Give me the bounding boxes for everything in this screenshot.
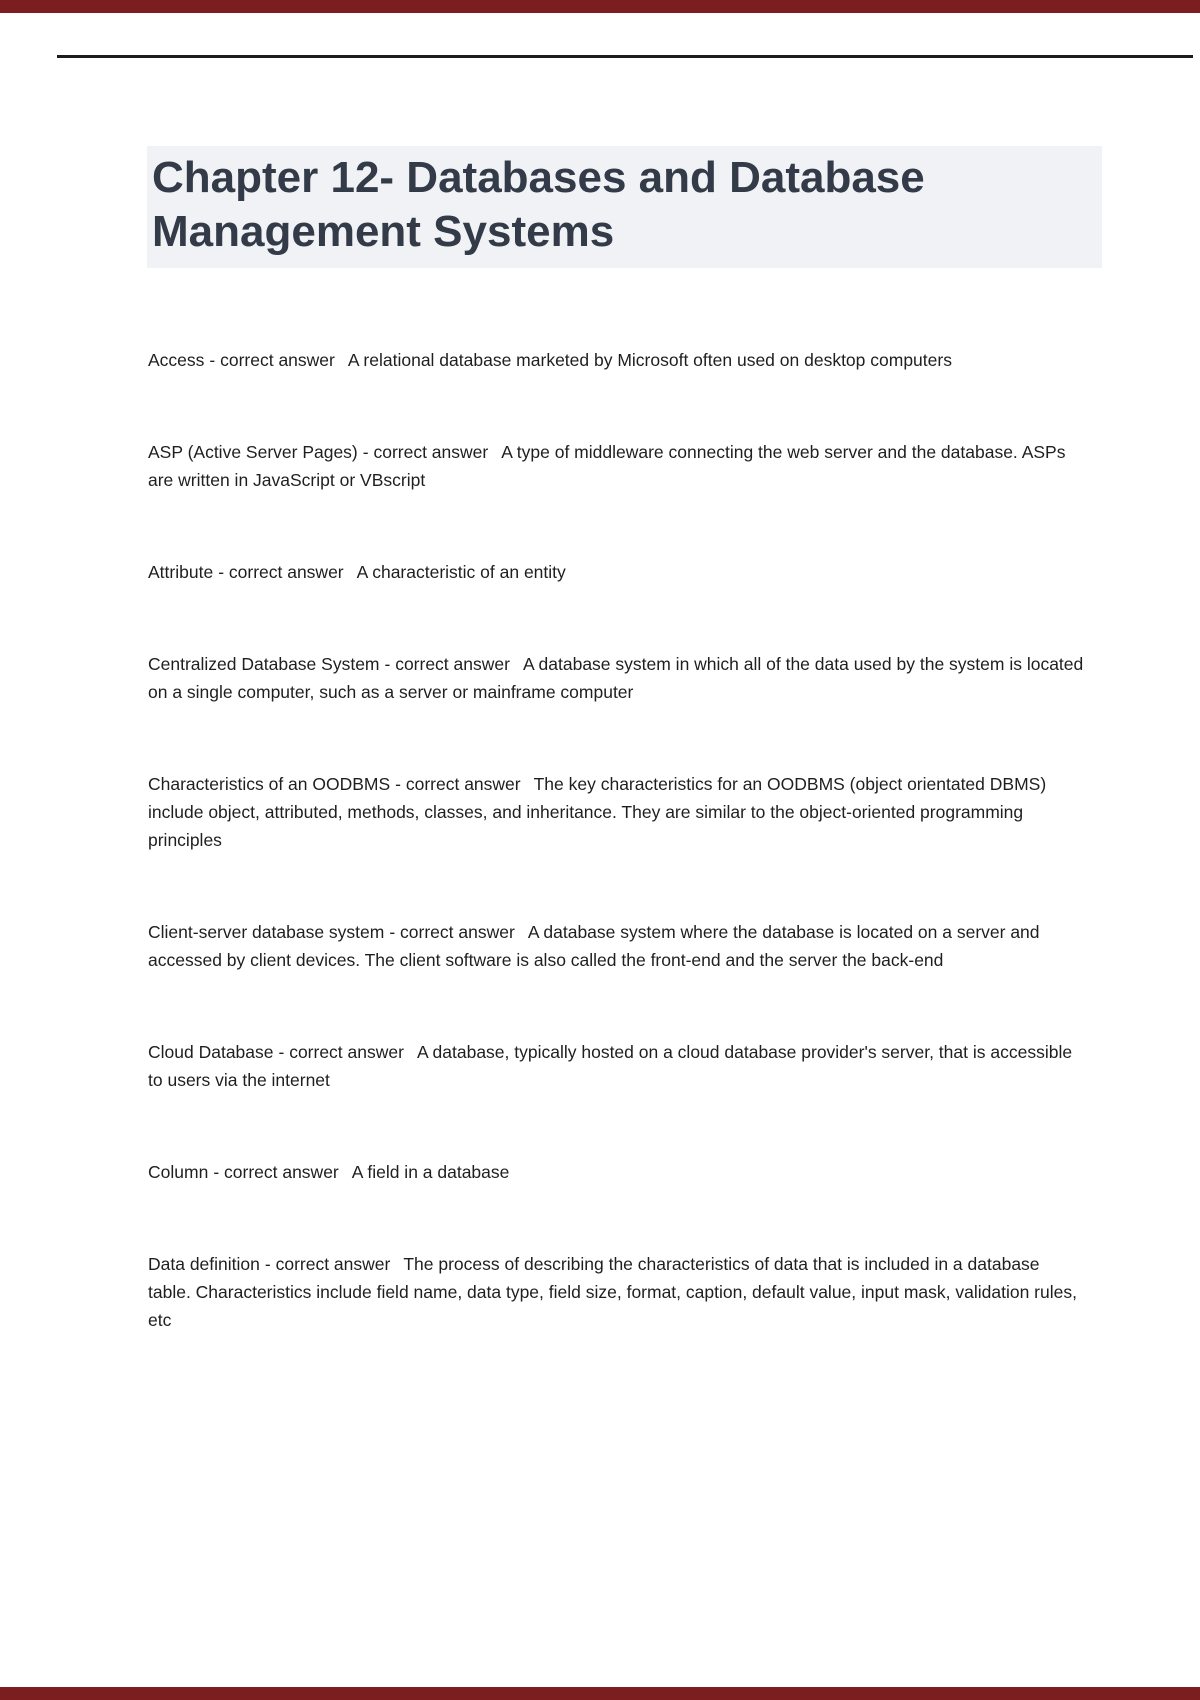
page-title: Chapter 12- Databases and Database Management Systems [152, 153, 925, 256]
definition-text: A type of middleware connecting the web server and the database. ASPs are written in JavaScript or VBscript [148, 442, 1066, 490]
separator-text: - correct answer [389, 922, 515, 942]
definition-text: A field in a database [351, 1162, 510, 1182]
term-text: Client-server database system [148, 922, 385, 942]
qa-item [148, 346, 1084, 374]
term-text: Characteristics of an OODBMS [148, 774, 391, 794]
term-text: Column [148, 1162, 209, 1182]
title-block [147, 146, 1102, 268]
separator-text: - correct answer [278, 1042, 404, 1062]
separator-text: - correct answer [362, 442, 489, 462]
qa-item [148, 1038, 1084, 1094]
term-text: Attribute [148, 562, 214, 582]
qa-item [148, 1158, 1084, 1186]
separator-text: - correct answer [213, 1162, 339, 1182]
separator-text: - correct answer [209, 350, 335, 370]
preview-frame-bar-top [0, 0, 1200, 13]
definition-text: A characteristic of an entity [356, 562, 566, 582]
preview-frame-bar-bottom [0, 1687, 1200, 1700]
definition-text: A relational database marketed by Microsoft often used on desktop computers [347, 350, 952, 370]
definition-text: The key characteristics for an OODBMS (object orientated DBMS) include object, attributed, methods, classes, and inheritance. They are similar to the object-oriented programming principles [148, 774, 1047, 850]
term-text: Cloud Database [148, 1042, 274, 1062]
definition-text: The process of describing the characteristics of data that is included in a database table. Characteristics include field name, data type, field size, format, caption, default value, input mask, validation rules, etc [148, 1254, 1077, 1330]
term-text: Centralized Database System [148, 654, 380, 674]
qa-item [148, 558, 1084, 586]
term-text: ASP (Active Server Pages) [148, 442, 358, 462]
qa-item [148, 1250, 1084, 1334]
term-text: Access [148, 350, 205, 370]
separator-text: - correct answer [264, 1254, 391, 1274]
definition-text: A database system in which all of the data used by the system is located on a single computer, such as a server or mainframe computer [148, 654, 1084, 702]
definition-text: A database, typically hosted on a cloud database provider's server, that is accessible to users via the internet [148, 1042, 1073, 1090]
term-text: Data definition [148, 1254, 260, 1274]
qa-item [148, 918, 1084, 974]
separator-text: - correct answer [218, 562, 344, 582]
qa-list [148, 346, 1084, 1398]
definition-text: A database system where the database is located on a server and accessed by client devices. The client software is also called the front-end and the server the back-end [148, 922, 1040, 970]
qa-item [148, 438, 1084, 494]
separator-text: - correct answer [395, 774, 521, 794]
separator-text: - correct answer [384, 654, 510, 674]
qa-item [148, 770, 1084, 854]
qa-item [148, 650, 1084, 706]
header-rule [57, 55, 1193, 58]
